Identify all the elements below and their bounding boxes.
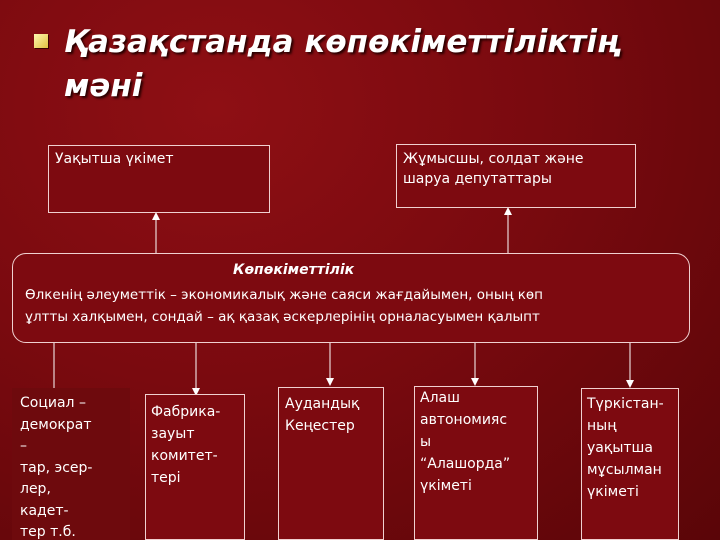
district-councils-box xyxy=(278,387,384,540)
turkestan-line: Түркістан- xyxy=(587,396,664,412)
turkestan-line: үкіметі xyxy=(587,484,639,500)
factory-committees-line: тері xyxy=(151,470,181,486)
parties-line: тар, эсер- xyxy=(20,459,93,476)
alash-line: ы xyxy=(420,434,432,450)
parties-line: кадет- xyxy=(20,502,69,519)
district-councils-line: Аудандық xyxy=(285,396,360,412)
deputies-label-line1: Жұмысшы, солдат және xyxy=(403,151,584,167)
dual-power-box xyxy=(12,253,690,343)
parties-box xyxy=(12,388,130,540)
dual-power-text-line1: Өлкенің әлеуметтік – экономикалық және саяси жағдайымен, оның көп xyxy=(25,287,543,303)
deputies-label-line2: шаруа депутаттары xyxy=(403,171,552,187)
slide-title: Қазақстанда көпөкіметтіліктің мәні xyxy=(64,24,619,104)
deputies-box xyxy=(396,144,636,208)
parties-line: тер т.б. xyxy=(20,524,76,540)
turkestan-line: ның xyxy=(587,418,617,434)
alash-line: Алаш xyxy=(420,390,460,406)
factory-committees-box xyxy=(145,394,245,540)
alash-line: үкіметі xyxy=(420,478,472,494)
parties-line: Социал – xyxy=(20,395,86,411)
parties-line: демократ xyxy=(20,416,92,433)
parties-line: лер, xyxy=(20,481,51,497)
factory-committees-line: комитет- xyxy=(151,448,218,464)
turkestan-box xyxy=(581,388,679,540)
alash-line: автономияс xyxy=(420,412,508,428)
factory-committees-line: Фабрика- xyxy=(151,404,221,420)
provisional-government-box xyxy=(48,145,270,213)
alash-line: “Алашорда” xyxy=(420,456,511,472)
turkestan-line: мұсылман xyxy=(587,462,662,478)
dual-power-title: Көпөкіметтілік xyxy=(233,262,355,278)
dual-power-text-line2: ұлтты халқымен, сондай – ақ қазақ әскерлерінің орналасуымен қалыпт xyxy=(25,309,540,325)
turkestan-line: уақытша xyxy=(587,440,653,456)
alash-box xyxy=(414,386,538,540)
district-councils-line: Кеңестер xyxy=(285,418,355,434)
parties-line: – xyxy=(20,438,27,454)
provisional-government-label: Уақытша үкімет xyxy=(55,151,174,167)
factory-committees-line: зауыт xyxy=(151,426,195,442)
